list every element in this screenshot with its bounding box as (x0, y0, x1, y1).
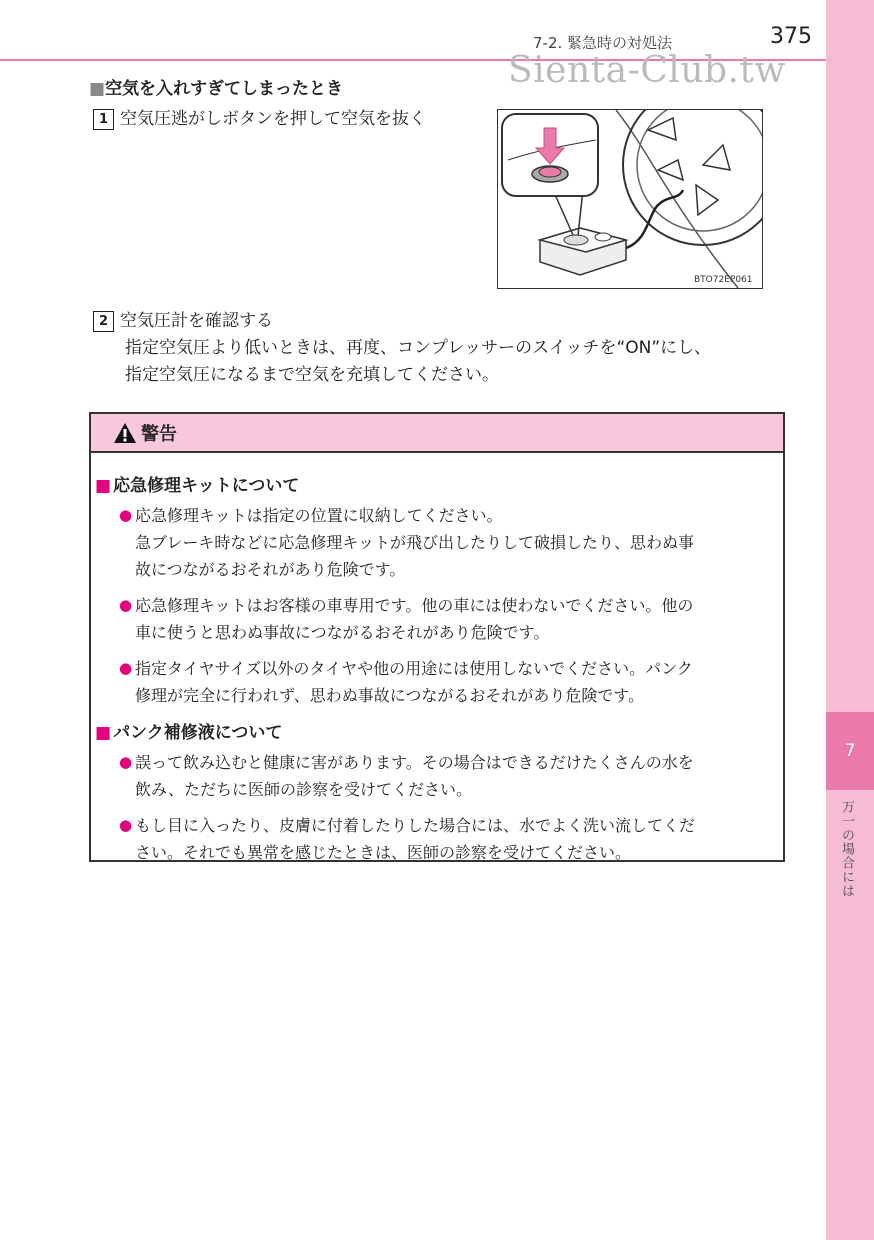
chapter-tab[interactable]: 7 (826, 712, 874, 790)
step-text: 空気圧逃がしボタンを押して空気を抜く (120, 109, 426, 129)
compressor-illustration-svg (498, 110, 762, 288)
step-detail-line: 指定空気圧になるまで空気を充填してください。 (125, 365, 499, 385)
step-1 (93, 106, 426, 133)
header-section: 7-2. 緊急時の対処法 (533, 34, 673, 52)
chapter-title: 万一の場合には (839, 800, 854, 898)
warning-subheading: ■ パンク補修液について (95, 723, 283, 743)
warning-subheading: ■ 応急修理キットについて (95, 476, 300, 496)
compressor-illustration (497, 109, 763, 289)
watermark: Sienta-Club.tw (508, 50, 786, 91)
step-2 (93, 308, 711, 389)
warning-box (89, 412, 785, 862)
warning-body (91, 453, 783, 866)
warning-title: 警告 (141, 423, 177, 445)
warning-bullet: ● 誤って飲み込むと健康に害があります。その場合はできるだけたくさんの水を 飲み、ただちに医師の診察を受けてください。 (119, 749, 773, 803)
warning-bullet: ● 指定タイヤサイズ以外のタイヤや他の用途には使用しないでください。パンク 修理が完全に行われず、思わぬ事故につながるおそれがあり危険です。 (119, 655, 773, 709)
step-number: 2 (93, 311, 114, 332)
section-title-text: 空気を入れすぎてしまったとき (105, 79, 344, 99)
illustration-code: BTO72EP061 (694, 275, 753, 285)
pink-square-icon: ■ (95, 476, 112, 496)
chapter-sidebar (826, 0, 874, 1240)
warning-header (91, 414, 783, 453)
step-detail-line: 指定空気圧より低いときは、再度、コンプレッサーのスイッチを“ON”にし、 (125, 338, 712, 358)
page-number: 375 (770, 24, 812, 49)
pink-square-icon: ■ (95, 723, 112, 743)
section-title (89, 74, 343, 99)
warning-triangle-icon (113, 422, 137, 444)
warning-bullet: ● 応急修理キットは指定の位置に収納してください。 急ブレーキ時などに応急修理キットが飛び出したりして破損したり、思わぬ事 故につながるおそれがあり危険です。 (119, 502, 773, 583)
step-text: 空気圧計を確認する (120, 311, 273, 331)
warning-bullet: ● もし目に入ったり、皮膚に付着したりした場合には、水でよく洗い流してくだ さい。それでも異常を感じたときは、医師の診察を受けてください。 (119, 812, 773, 866)
step-number: 1 (93, 109, 114, 130)
warning-bullet: ● 応急修理キットはお客様の車専用です。他の車には使わないでください。他の 車に使うと思わぬ事故につながるおそれがあり危険です。 (119, 592, 773, 646)
square-bullet-icon: ■ (89, 79, 106, 99)
